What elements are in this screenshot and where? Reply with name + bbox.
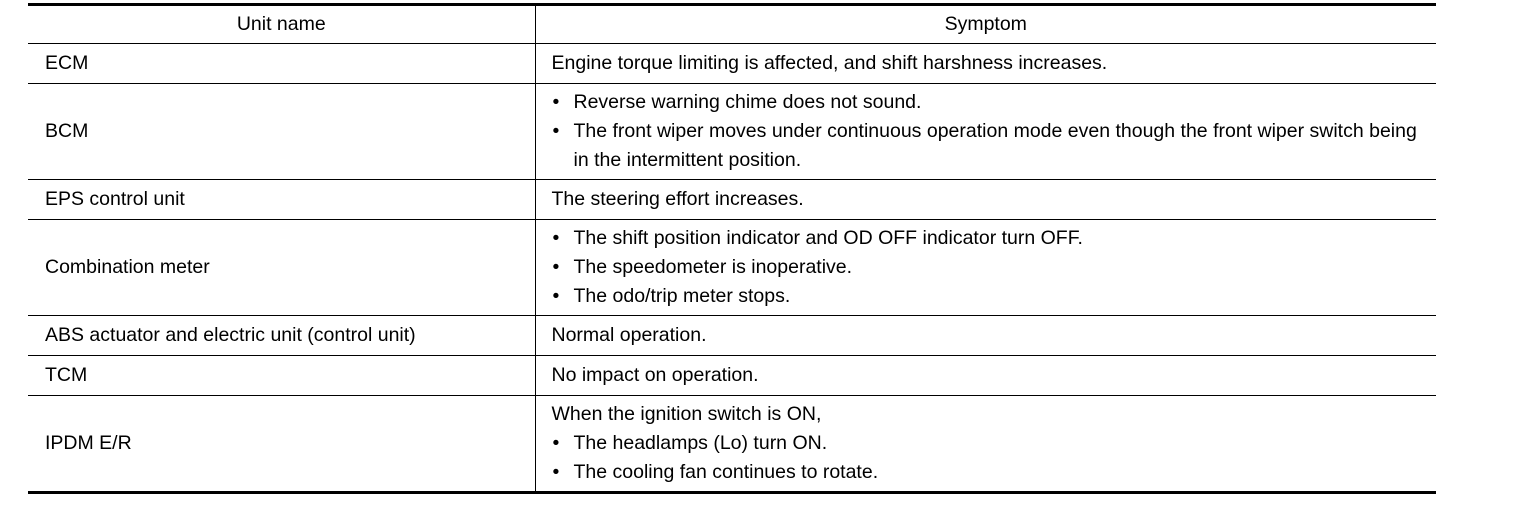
symptom-cell: [535, 220, 1436, 316]
table-row: [28, 396, 1436, 493]
symptom-list: [552, 429, 1423, 487]
symptom-lead-text: When the ignition switch is ON,: [551, 403, 822, 425]
symptom-cell: Engine torque limiting is affected, and shift harshness increases.: [535, 44, 1436, 84]
unit-name-cell: TCM: [28, 356, 535, 396]
table-row: [28, 44, 1436, 84]
symptom-bullet: • The headlamps (Lo) turn ON.: [552, 429, 1423, 458]
table-row: [28, 180, 1436, 220]
unit-name-cell: EPS control unit: [28, 180, 535, 220]
unit-name-cell: ECM: [28, 44, 535, 84]
symptom-cell: [535, 396, 1436, 493]
symptom-bullet: • The cooling fan continues to rotate.: [552, 458, 1423, 487]
table-row: [28, 356, 1436, 396]
symptom-cell: [535, 84, 1436, 180]
symptom-list: [552, 88, 1423, 175]
unit-name-header: Unit name: [28, 5, 535, 44]
table-row: [28, 316, 1436, 356]
symptom-bullet: • Reverse warning chime does not sound.: [552, 88, 1423, 117]
header-row: [28, 5, 1436, 44]
unit-name-cell: BCM: [28, 84, 535, 180]
unit-name-cell: Combination meter: [28, 220, 535, 316]
symptom-cell: Normal operation.: [535, 316, 1436, 356]
unit-name-cell: ABS actuator and electric unit (control unit): [28, 316, 535, 356]
symptom-bullet: • The shift position indicator and OD OFF indicator turn OFF.: [552, 224, 1423, 253]
symptom-bullet: • The speedometer is inoperative.: [552, 253, 1423, 282]
table-row: [28, 220, 1436, 316]
symptom-bullet: • The odo/trip meter stops.: [552, 282, 1423, 311]
symptom-list: [552, 224, 1423, 311]
symptom-bullet: • The front wiper moves under continuous operation mode even though the front wiper switch being in the intermittent position.: [552, 117, 1423, 175]
symptom-cell: The steering effort increases.: [535, 180, 1436, 220]
symptom-cell: No impact on operation.: [535, 356, 1436, 396]
symptom-header: Symptom: [535, 5, 1436, 44]
table-row: [28, 84, 1436, 180]
unit-name-cell: IPDM E/R: [28, 396, 535, 493]
symptom-table: [28, 3, 1436, 494]
